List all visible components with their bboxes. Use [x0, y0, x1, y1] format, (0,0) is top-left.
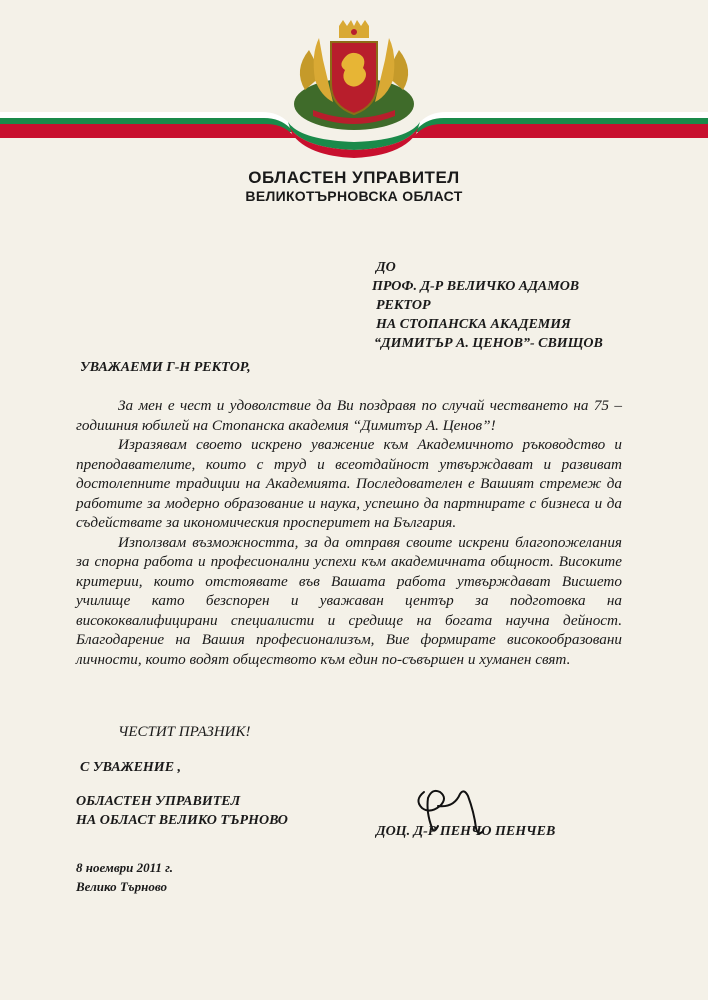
sender-title: ОБЛАСТЕН УПРАВИТЕЛ	[248, 168, 460, 187]
closing-greeting: ЧЕСТИТ ПРАЗНИК!	[118, 724, 251, 740]
sender-position	[76, 792, 288, 830]
coat-of-arms-icon	[283, 20, 425, 140]
letter-body	[76, 396, 622, 669]
regards: С УВАЖЕНИЕ ,	[80, 760, 182, 775]
body-paragraph: За мен е чест и удоволствие да Ви поздравя по случай честването на 75 – годишния юбилей на Стопанска академия “Димитър А. Ценов”!	[76, 397, 622, 434]
date-place	[76, 858, 173, 896]
recipient-line-institution: НА СТОПАНСКА АКАДЕМИЯ	[376, 317, 571, 332]
recipient-line-name: ПРОФ. Д-Р ВЕЛИЧКО АДАМОВ	[372, 279, 580, 294]
flag-ribbon-right	[412, 112, 708, 138]
body-paragraph: Изразявам своето искрено уважение към Академичното ръководство и преподавателите, които с труд и всеотдайност утвърждават и развиват достолепните традиции на Академията. Последователен е Вашият стремеж да работите за модерно образование и наука, успешно да партнирате с бизнеса и да съдействате за икономическия просперитет на България.	[76, 436, 622, 531]
recipient-block	[372, 258, 696, 353]
letter-place: Велико Търново	[76, 879, 168, 894]
recipient-line-to: ДО	[376, 260, 396, 275]
sender-region: ВЕЛИКОТЪРНОВСКА ОБЛАСТ	[245, 188, 463, 204]
recipient-line-position: РЕКТОР	[376, 298, 431, 313]
sender-position-line: НА ОБЛАСТ ВЕЛИКО ТЪРНОВО	[76, 813, 288, 828]
flag-ribbon-left	[0, 112, 296, 138]
sender-position-line: ОБЛАСТЕН УПРАВИТЕЛ	[76, 794, 241, 809]
body-paragraph: Използвам възможността, за да отправя своите искрени благопожелания за спорна работа и професионални успехи към академичната общност. Високите критерии, които отстоявате във Вашата работа утвърждават Висшето училище като безспорен и уважаван център за подготовка на висококвалифицирани специалисти и средище на богата научна дейност. Благодарение на Вашия професионализъм, Вие формирате високообразовани личности, които водят обществото към един по-съвършен и хуманен свят.	[76, 533, 622, 668]
letter-date: 8 ноември 2011 г.	[76, 860, 174, 875]
salutation: УВАЖАЕМИ Г-Н РЕКТОР,	[80, 360, 251, 375]
recipient-line-institution-name: “ДИМИТЪР А. ЦЕНОВ”- СВИЩОВ	[374, 336, 603, 351]
signer-name: ДОЦ. Д-Р ПЕНЧО ПЕНЧЕВ	[376, 824, 556, 839]
